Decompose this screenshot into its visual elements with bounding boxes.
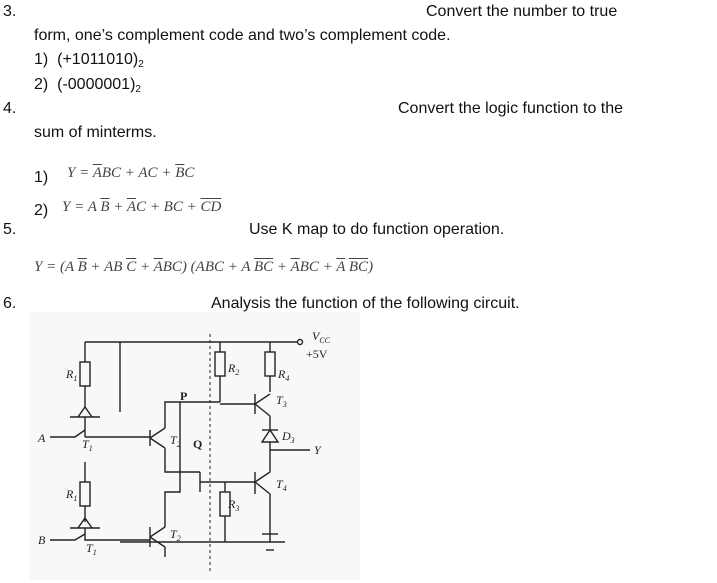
d3-label: $D_3$ xyxy=(282,429,295,445)
question-3-item-1 xyxy=(34,50,144,75)
formula-part: + xyxy=(136,259,154,275)
t2-label: $T_2$ xyxy=(170,433,181,449)
formula-part: + BC + xyxy=(146,199,201,215)
question-3-item-2 xyxy=(34,75,141,100)
formula-part: $\overline{A}$ xyxy=(290,259,300,275)
formula-part: + AB xyxy=(86,259,127,275)
question-4-item-1-index: 1) xyxy=(34,169,49,186)
vcc-label: $V_{CC}$ xyxy=(312,329,331,345)
question-3-number: 3. xyxy=(3,3,17,20)
formula-part: $\overline{B}$ xyxy=(100,199,110,215)
formula-part: + xyxy=(273,259,291,275)
formula-part: $\overline{C}$ xyxy=(126,259,137,275)
t4-label: $T_4$ xyxy=(276,477,287,493)
formula-part: BC) (ABC + A xyxy=(162,259,254,275)
t1-label: $T_1$ xyxy=(82,437,93,453)
formula-part: ) xyxy=(368,259,374,275)
formula-part: $\overline{A}$ xyxy=(126,199,137,215)
formula-part: $\overline{A}$ xyxy=(336,259,346,275)
item-base: 2 xyxy=(135,84,141,95)
formula-part: BC xyxy=(101,165,122,181)
a-label: A xyxy=(38,431,46,445)
formula-part: BC + xyxy=(299,259,337,275)
formula-part: + xyxy=(109,199,127,215)
formula-part: C xyxy=(184,165,195,181)
formula-part: $\overline{BC}$ xyxy=(254,259,274,275)
question-4-formula-1 xyxy=(67,164,194,182)
formula-part: $\overline{A}$ xyxy=(153,259,163,275)
y-label: Y xyxy=(314,443,321,457)
q-label: Q xyxy=(193,437,203,451)
r3-label: $R_3$ xyxy=(228,497,240,513)
question-4-number: 4. xyxy=(3,100,17,117)
question-3-text-line2: form, one’s complement code and two’s complement code. xyxy=(34,27,451,44)
question-6-text-line1: Analysis the function of the following circuit. xyxy=(211,295,520,312)
item-index: 2) xyxy=(34,76,49,93)
formula-part: + AC + xyxy=(121,165,176,181)
r4-label: $R_4$ xyxy=(278,367,290,383)
r2-label: $R_2$ xyxy=(228,361,240,377)
b-label: B xyxy=(38,533,46,547)
question-4-item-2-index: 2) xyxy=(34,202,49,219)
formula-part: Y = xyxy=(67,165,93,181)
r1-prime-label: $R_1$ xyxy=(66,487,78,503)
p-label: P xyxy=(180,389,188,403)
item-value: (+1011010) xyxy=(57,51,139,68)
supply-label: +5V xyxy=(306,347,328,361)
question-4-formula-2 xyxy=(62,198,221,216)
item-value: (-0000001) xyxy=(57,76,136,93)
item-base: 2 xyxy=(138,59,144,70)
formula-part: C xyxy=(136,199,147,215)
r1-label: $R_1$ xyxy=(66,367,78,383)
question-3-text-line1: Convert the number to true xyxy=(426,3,618,20)
question-5-formula xyxy=(34,258,373,276)
formula-part: $\overline{B}$ xyxy=(77,259,87,275)
circuit-diagram xyxy=(30,312,360,580)
formula-part: $\overline{B}$ xyxy=(175,165,185,181)
t1-prime-label: $T_1$ xyxy=(86,541,97,557)
question-4-text-line2: sum of minterms. xyxy=(34,124,157,141)
question-5-text-line1: Use K map to do function operation. xyxy=(249,221,505,238)
formula-part: $\overline{CD}$ xyxy=(200,199,222,215)
question-4-text-line1: Convert the logic function to the xyxy=(398,100,624,117)
formula-part: $\overline{BC}$ xyxy=(348,259,369,275)
formula-part: Y = A xyxy=(62,199,101,215)
formula-part: Y = (A xyxy=(34,259,78,275)
question-5-number: 5. xyxy=(3,221,17,238)
t2-prime-label: $T_2$ xyxy=(170,527,181,543)
t3-label: $T_3$ xyxy=(276,393,287,409)
item-index: 1) xyxy=(34,51,49,68)
question-6-number: 6. xyxy=(3,295,17,312)
formula-part: $\overline{A}$ xyxy=(92,165,102,181)
